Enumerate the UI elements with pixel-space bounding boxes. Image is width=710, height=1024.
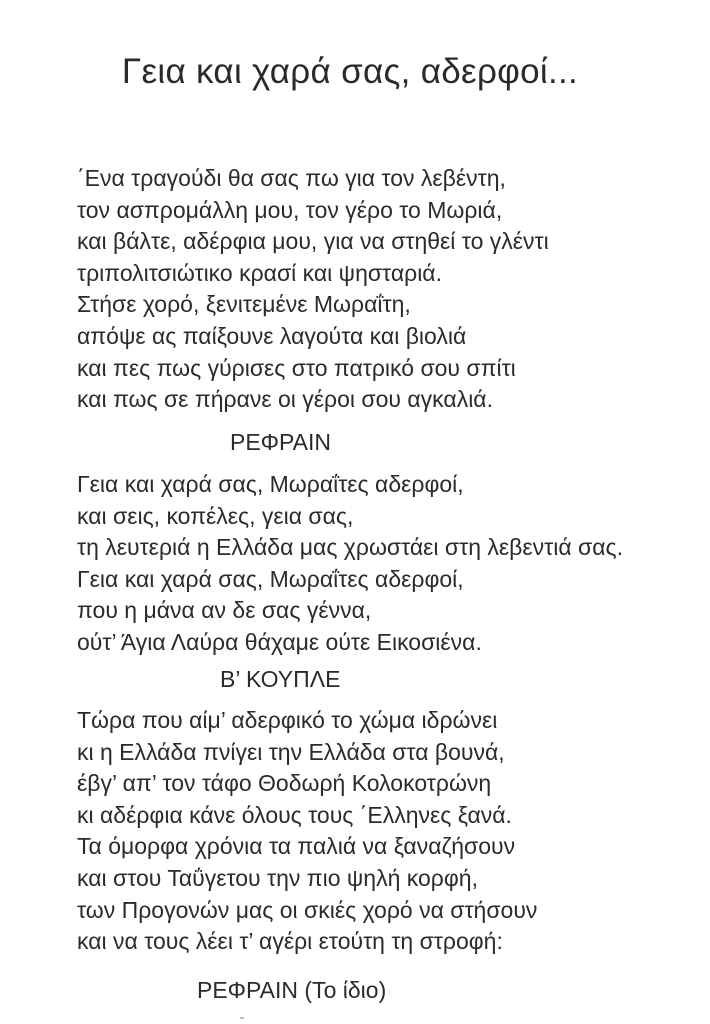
refrain-line: Γεια και χαρά σας, Μωραΐτες αδερφοί,	[77, 565, 464, 592]
refrain-line: ούτ’ Άγια Λαύρα θάχαμε ούτε Εικοσιένα.	[77, 628, 482, 655]
verse-line: και να τους λέει τ’ αγέρι ετούτη τη στροφή:	[77, 928, 503, 955]
verse-line: και πες πως γύρισες στο πατρικό σου σπίτι	[77, 354, 516, 381]
closing-refrain-heading: ΡΕΦΡΑΙΝ (Το ίδιο)	[197, 977, 387, 1003]
verse-line: και πως σε πήρανε οι γέροι σου αγκαλιά.	[77, 386, 493, 413]
verse-line: κι η Ελλάδα πνίγει την Ελλάδα στα βουνά,	[77, 738, 505, 765]
verse-line: κι αδέρφια κάνε όλους τους ΄Ελληνες ξανά.	[77, 801, 512, 828]
verse-line: Στήσε χορό, ξενιτεμένε Μωραΐτη,	[77, 291, 411, 318]
refrain-heading: ΡΕΦΡΑΙΝ	[230, 429, 332, 455]
verse-line: και στου Ταΰγετου την πιο ψηλή κορφή,	[77, 864, 478, 891]
page-title: Γεια και χαρά σας, αδερφοί...	[121, 52, 579, 91]
verse-line: Τα όμορφα χρόνια τα παλιά να ξαναζήσουν	[77, 833, 516, 860]
second-couplet-heading: Β’ ΚΟΥΠΛΕ	[220, 666, 341, 692]
scan-speck	[240, 1017, 244, 1019]
refrain-line: και σεις, κοπέλες, γεια σας,	[77, 502, 354, 529]
verse-line: έβγ’ απ’ τον τάφο Θοδωρή Κολοκοτρώνη	[77, 770, 492, 797]
refrain-line: τη λευτεριά η Ελλάδα μας χρωστάει στη λεβεντιά σας.	[77, 534, 623, 561]
verse-line: απόψε ας παίξουνε λαγούτα και βιολιά	[77, 322, 467, 349]
verse-line: των Προγονών μας οι σκιές χορό να στήσουν	[77, 896, 538, 923]
verse-line: τριπολιτσιώτικο κρασί και ψησταριά.	[77, 259, 442, 286]
verse-line: Τώρα που αίμ’ αδερφικό το χώμα ιδρώνει	[77, 707, 498, 733]
refrain-line: Γεια και χαρά σας, Μωραΐτες αδερφοί,	[77, 471, 464, 497]
verse-first	[77, 163, 549, 416]
refrain-line: που η μάνα αν δε σας γέννα,	[77, 597, 372, 624]
verse-line: και βάλτε, αδέρφια μου, για να στηθεί το γλέντι	[77, 228, 549, 255]
verse-line: τον ασπρομάλλη μου, τον γέρο το Μωριά,	[77, 196, 503, 223]
verse-line: ΄Ενα τραγούδι θα σας πω για τον λεβέντη,	[77, 165, 506, 191]
verse-second	[77, 705, 537, 958]
refrain-lines	[77, 469, 623, 659]
